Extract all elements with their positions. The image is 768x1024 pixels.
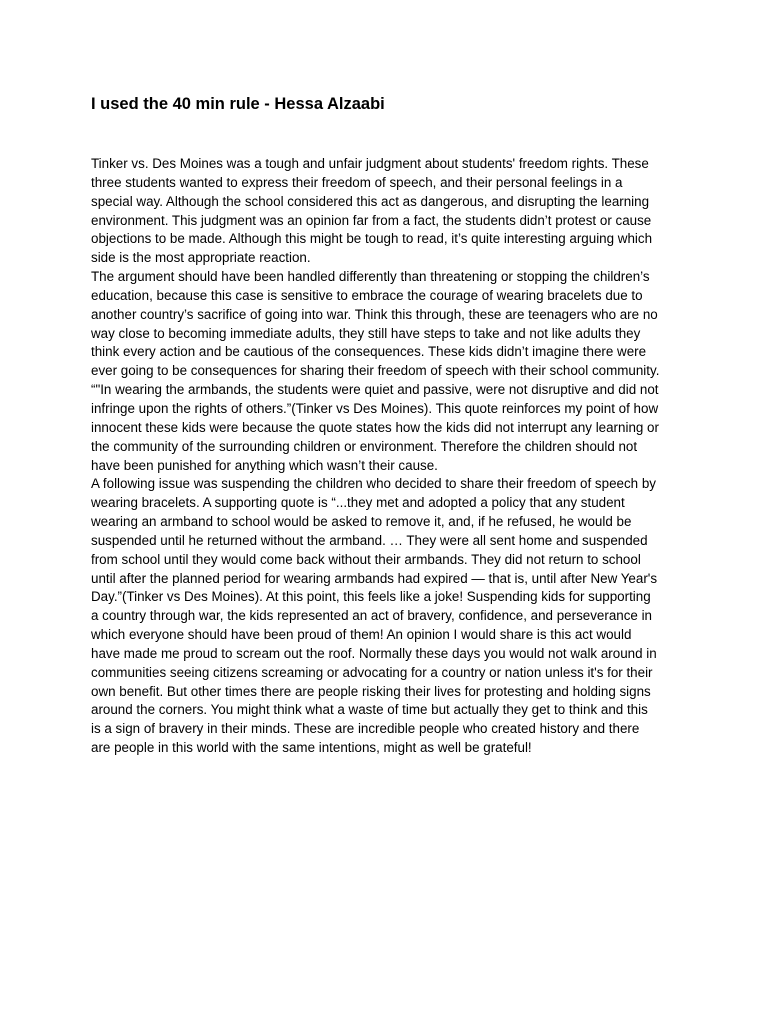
body-text-line: The argument should have been handled differently than threatening or stopping the children’s bbox=[91, 269, 650, 285]
body-text-line: think every action and be cautious of the consequences. These kids didn’t imagine there were bbox=[91, 344, 647, 360]
body-text-line: side is the most appropriate reaction. bbox=[91, 250, 311, 266]
body-text-line: ever going to be consequences for sharing their freedom of speech with their school community. bbox=[91, 363, 660, 379]
body-text-line: way close to becoming immediate adults, they still have steps to take and not like adults they bbox=[91, 325, 641, 341]
body-text-line: education, because this case is sensitive to embrace the courage of wearing bracelets due to bbox=[91, 287, 643, 303]
body-text-line: around the corners. You might think what a waste of time but actually they get to think and this bbox=[91, 702, 648, 718]
body-text-line: infringe upon the rights of others.”(Tinker vs Des Moines). This quote reinforces my point of how bbox=[91, 400, 659, 416]
body-text-line: is a sign of bravery in their minds. These are incredible people who created history and there bbox=[91, 721, 640, 737]
body-text-line: Tinker vs. Des Moines was a tough and unfair judgment about students' freedom rights. These bbox=[91, 156, 649, 171]
body-text-line: communities seeing citizens screaming or advocating for a country or nation unless it's for their bbox=[91, 664, 653, 680]
body-text-line: are people in this world with the same intentions, might as well be grateful! bbox=[91, 740, 532, 756]
body-text-line: suspended until he returned without the armband. … They were all sent home and suspended bbox=[91, 532, 648, 548]
body-text-line: A following issue was suspending the children who decided to share their freedom of speech by bbox=[91, 476, 656, 492]
body-text-line: which everyone should have been proud of them! An opinion I would share is this act would bbox=[91, 627, 632, 643]
body-text-line: objections to be made. Although this might be tough to read, it’s quite interesting arguing which bbox=[91, 231, 653, 247]
document-body bbox=[91, 155, 661, 758]
body-text-line: from school until they would come back without their armbands. They did not return to school bbox=[91, 551, 641, 567]
body-text-line: own benefit. But other times there are people risking their lives for protesting and holding signs bbox=[91, 683, 651, 699]
body-text-line: wearing bracelets. A supporting quote is “...they met and adopted a policy that any student bbox=[91, 495, 625, 511]
body-text-line: wearing an armband to school would be asked to remove it, and, if he refused, he would be bbox=[91, 514, 632, 530]
body-text-line: Day.”(Tinker vs Des Moines). At this point, this feels like a joke! Suspending kids for supporting bbox=[91, 589, 651, 605]
body-text-line: have been punished for anything which wasn’t their cause. bbox=[91, 457, 438, 473]
body-text-line: special way. Although the school considered this act as dangerous, and disrupting the learning bbox=[91, 193, 650, 209]
body-text-line: environment. This judgment was an opinion far from a fact, the students didn’t protest or cause bbox=[91, 212, 652, 228]
body-text-line: three students wanted to express their freedom of speech, and their personal feelings in a bbox=[91, 174, 623, 190]
body-text-line: a country through war, the kids represented an act of bravery, confidence, and perseverance in bbox=[91, 608, 652, 624]
body-text-line: have made me proud to scream out the roof. Normally these days you would not walk around in bbox=[91, 645, 657, 661]
body-text-line: the community of the surrounding children or environment. Therefore the children should not bbox=[91, 438, 638, 454]
body-text-line: innocent these kids were because the quote states how the kids did not interrupt any learning or bbox=[91, 419, 659, 435]
body-text-line: “"In wearing the armbands, the students were quiet and passive, were not disruptive and did not bbox=[91, 382, 659, 398]
document-title: I used the 40 min rule - Hessa Alzaabi bbox=[91, 95, 385, 113]
body-text-line: until after the planned period for wearing armbands had expired — that is, until after New Year's bbox=[91, 570, 658, 586]
body-text-line: another country’s sacrifice of going into war. Think this through, these are teenagers who are no bbox=[91, 306, 658, 322]
